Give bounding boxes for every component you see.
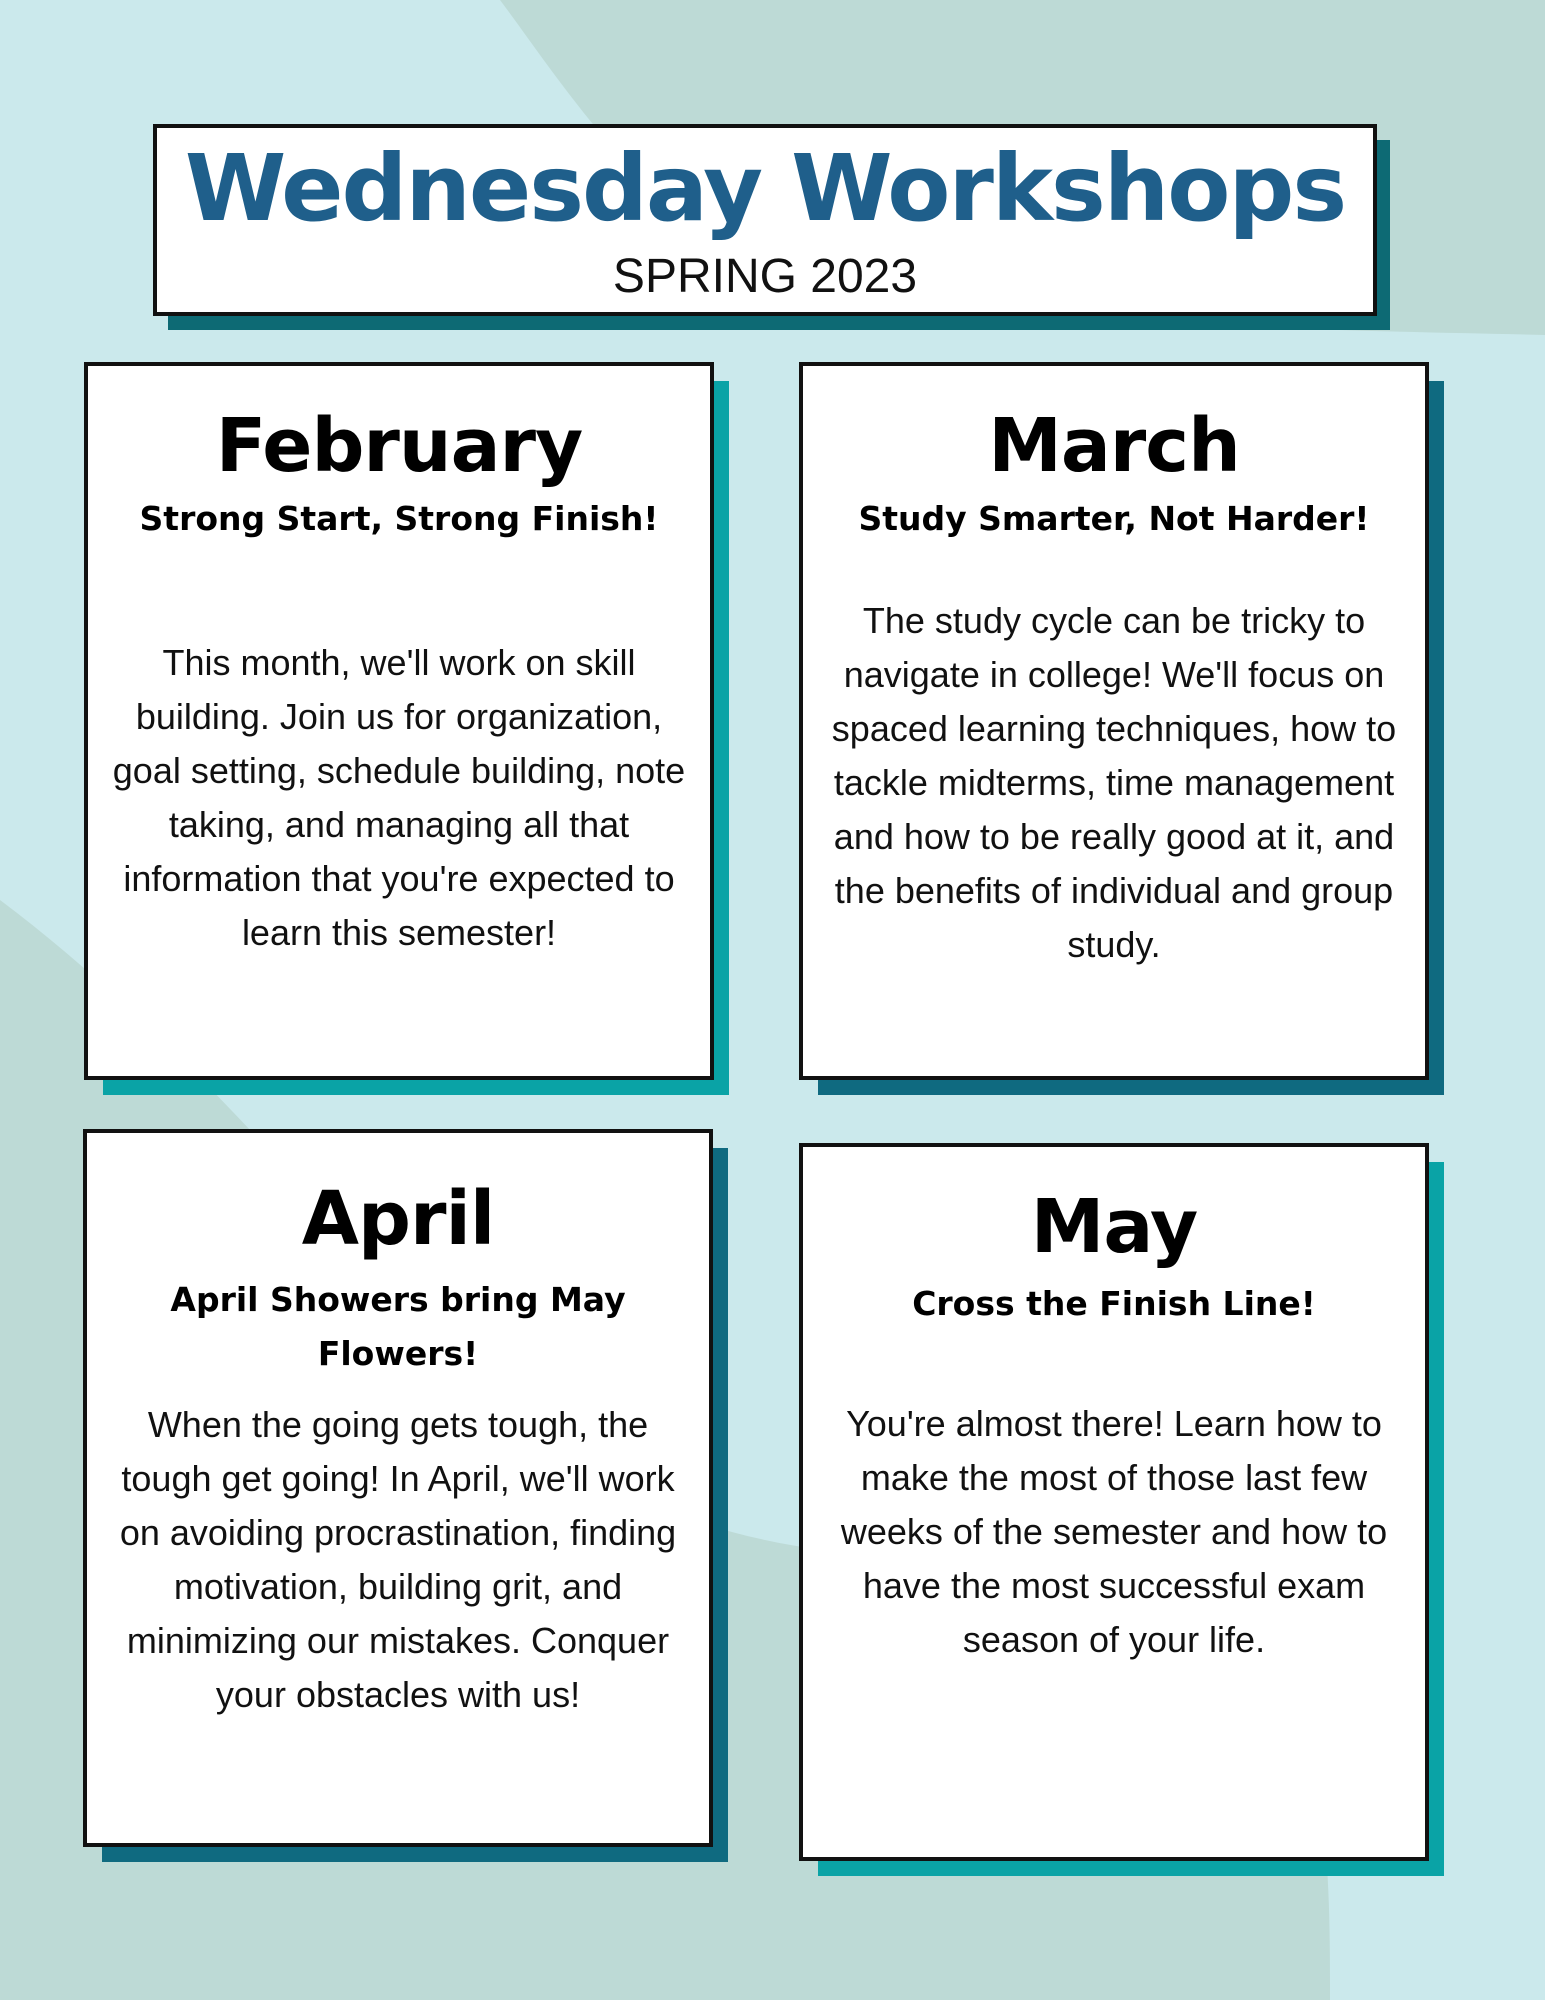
month-description: This month, we'll work on skill building. Join us for organization, goal setting, schedule building, note taking, and managing all that information that you're expected to learn this semester! — [112, 642, 686, 953]
month-title: May — [1030, 1184, 1198, 1270]
month-theme: Study Smarter, Not Harder! — [858, 499, 1370, 538]
page-title: Wednesday Workshops — [184, 135, 1346, 242]
month-title: February — [215, 403, 583, 489]
card-february — [84, 362, 714, 1080]
header-banner — [153, 124, 1377, 316]
month-description: The study cycle can be tricky to navigate in college! We'll focus on spaced learning techniques, how to tackle midterms, time management and how to be really good at it, and the benefits of individual and group study. — [831, 600, 1397, 965]
month-theme: Cross the Finish Line! — [912, 1284, 1316, 1323]
card-may — [799, 1143, 1429, 1861]
month-description: You're almost there! Learn how to make the most of those last few weeks of the semester and how to have the most successful exam season of your life. — [840, 1403, 1388, 1660]
month-title: March — [988, 403, 1240, 489]
month-title: April — [301, 1176, 495, 1262]
card-march — [799, 362, 1429, 1080]
card-april — [83, 1129, 713, 1847]
month-theme: Strong Start, Strong Finish! — [139, 499, 659, 538]
page-subtitle: SPRING 2023 — [612, 250, 918, 303]
month-theme: April Showers bring May Flowers! — [170, 1280, 626, 1374]
month-description: When the going gets tough, the tough get going! In April, we'll work on avoiding procrastination, finding motivation, building grit, and minimizing our mistakes. Conquer your obstacles with us! — [119, 1404, 677, 1715]
